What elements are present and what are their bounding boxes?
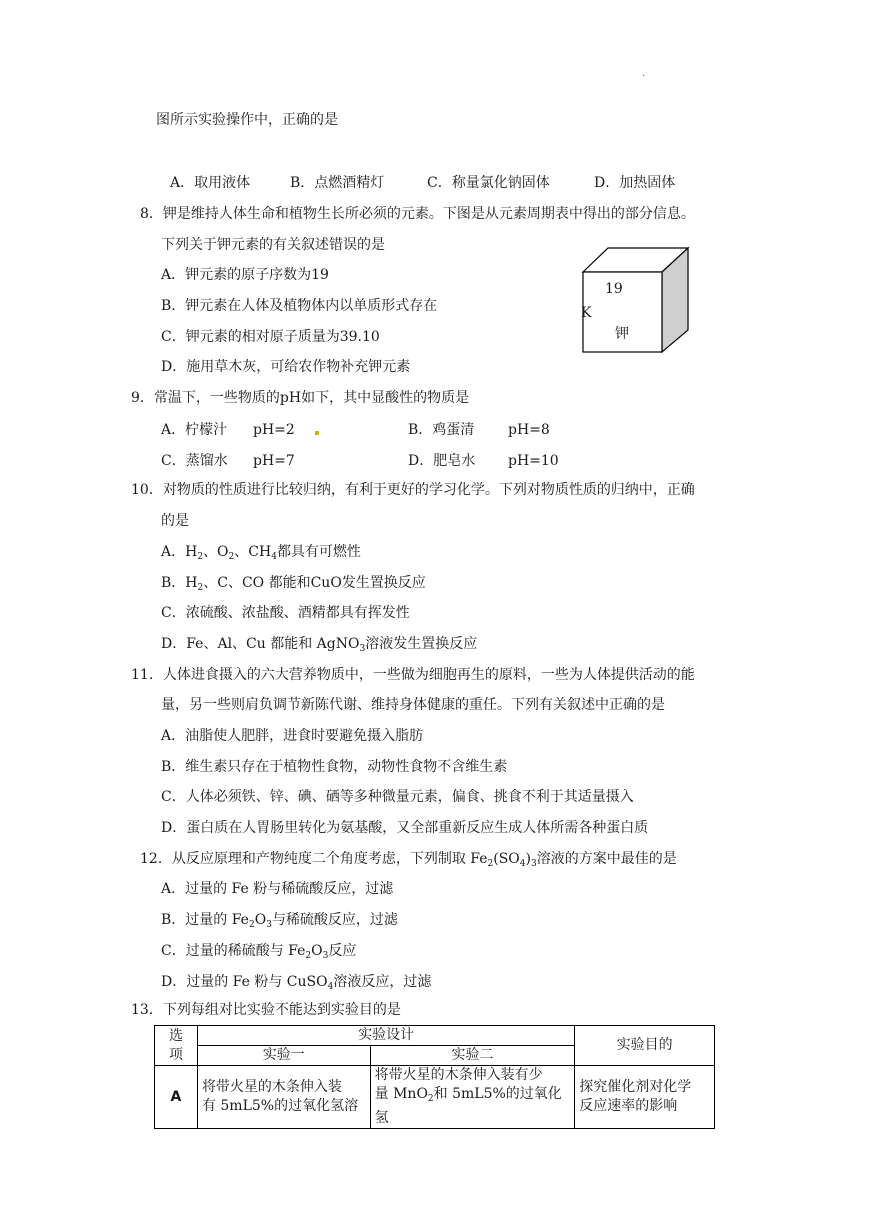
q10-stem: 10．对物质的性质进行比较归纳，有利于更好的学习化学。下列对物质性质的归纳中，正确 [131, 482, 695, 498]
q9-option-b-label: B．鸡蛋清 [408, 422, 475, 438]
row-a-label: A [155, 1066, 198, 1129]
q8-sub: 下列关于钾元素的有关叙述错误的是 [161, 237, 385, 253]
q12-stem: 12．从反应原理和产物纯度二个角度考虑，下列制取 $Fe_2(SO_4)_3$溶液的方案中最佳的是 [140, 851, 677, 869]
q11-option-c: C．人体必须铁、锌、碘、硒等多种微量元素，偏食、挑食不利于其适量摄入 [161, 789, 634, 805]
q12-option-b: B．过量的 $Fe_2O_3$与稀硫酸反应，过滤 [161, 912, 398, 930]
q8-stem: 8．钾是维持人体生命和植物生长所必须的元素。下图是从元素周期表中得出的部分信息。 [140, 206, 695, 222]
q9-stem: 9．常温下，一些物质的pH如下，其中显酸性的物质是 [131, 390, 470, 406]
element-name: 钾 [615, 326, 629, 342]
q7-stem: 图所示实验操作中，正确的是 [156, 112, 338, 128]
q13-stem: 13．下列每组对比实验不能达到实验目的是 [131, 1002, 401, 1018]
q8-option-d: D．施用草木灰，可给农作物补充钾元素 [161, 359, 411, 375]
element-symbol: K [581, 305, 592, 321]
print-speck [315, 431, 319, 435]
row-a-exp1: 将带火星的木条伸入装 有 5mL5%的过氧化氢溶 [197, 1066, 370, 1129]
potassium-element-box [578, 244, 692, 356]
q9-option-b-ph: pH=8 [508, 422, 550, 438]
element-atomic-number: 19 [605, 281, 623, 297]
header-design: 实验设计 [197, 1026, 574, 1046]
header-exp1: 实验一 [197, 1046, 370, 1066]
q8-option-a: A．钾元素的原子序数为19 [161, 267, 329, 283]
q11-stem: 11．人体进食摄入的六大营养物质中，一些做为细胞再生的原料，一些为人体提供活动的能 [131, 667, 695, 683]
q7-option-a: A．取用液体 [170, 175, 251, 191]
q10-option-d: D．Fe、Al、Cu 都能和 AgNO$_3$溶液发生置换反应 [161, 636, 478, 654]
experiment-table [154, 1025, 715, 1129]
q9-option-d-label: D．肥皂水 [408, 453, 476, 469]
q12-option-c: C．过量的稀硫酸与 $Fe_2O_3$反应 [161, 943, 357, 961]
q8-option-c: C．钾元素的相对原子质量为39.10 [161, 329, 380, 345]
header-purpose: 实验目的 [575, 1026, 715, 1066]
row-a-purpose: 探究催化剂对化学 反应速率的影响 [575, 1066, 715, 1129]
q9-option-c-ph: pH=7 [253, 453, 295, 469]
q10-option-b: B．$H_2$、C、CO 都能和CuO发生置换反应 [161, 575, 426, 593]
page-dot: . [642, 68, 646, 79]
header-option: 选 项 [155, 1026, 198, 1066]
q10-stem-cont: 的是 [161, 513, 189, 529]
q7-option-b: B．点燃酒精灯 [290, 175, 385, 191]
header-exp2: 实验二 [370, 1046, 575, 1066]
q9-option-d-ph: pH=10 [508, 453, 559, 469]
q7-option-c: C．称量氯化钠固体 [427, 175, 550, 191]
q7-option-d: D．加热固体 [594, 175, 676, 191]
q9-option-a-ph: pH=2 [253, 422, 295, 438]
row-a-exp2: 将带火星的木条伸入装有少 量 MnO$_2$和 5mL5%的过氧化氢 [370, 1066, 575, 1129]
q11-option-a: A．油脂使人肥胖，进食时要避免摄入脂肪 [161, 728, 424, 744]
q10-option-c: C．浓硫酸、浓盐酸、酒精都具有挥发性 [161, 605, 410, 621]
q9-option-a-label: A．柠檬汁 [161, 422, 228, 438]
q12-option-a: A．过量的 Fe 粉与稀硫酸反应，过滤 [161, 881, 394, 897]
q9-option-c-label: C．蒸馏水 [161, 453, 228, 469]
q11-option-d: D．蛋白质在人胃肠里转化为氨基酸，又全部重新反应生成人体所需各种蛋白质 [161, 820, 649, 836]
q10-option-a: A．$H_2$、$O_2$、$CH_4$都具有可燃性 [161, 544, 361, 562]
q11-option-b: B．维生素只存在于植物性食物，动物性食物不含维生素 [161, 759, 508, 775]
q12-option-d: D．过量的 Fe 粉与 CuSO$_4$溶液反应，过滤 [161, 974, 432, 992]
q8-option-b: B．钾元素在人体及植物体内以单质形式存在 [161, 298, 438, 314]
q11-stem-cont: 量，另一些则肩负调节新陈代谢、维持身体健康的重任。下列有关叙述中正确的是 [161, 697, 665, 713]
